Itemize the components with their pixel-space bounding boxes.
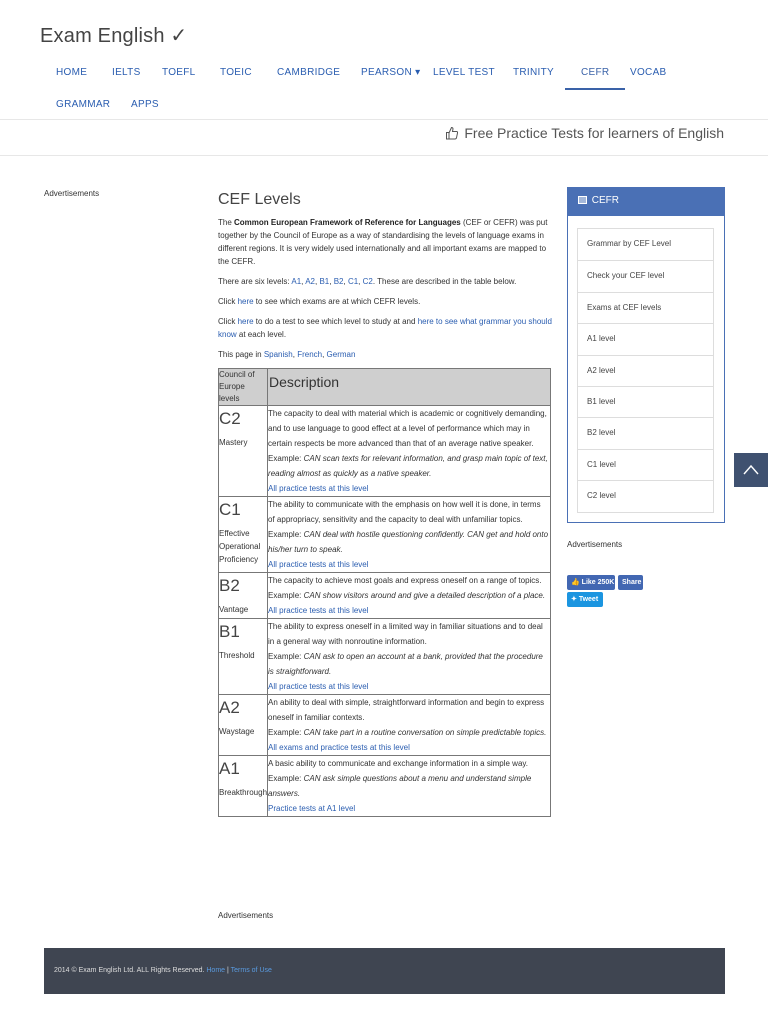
level-link-b1[interactable]: B1 xyxy=(319,277,330,286)
ads-label-left: Advertisements xyxy=(44,189,100,198)
sidebar-item-exams-at-levels[interactable]: Exams at CEF levels xyxy=(578,292,713,323)
facebook-like-button[interactable]: 👍 Like 250K xyxy=(567,575,615,590)
table-row: B2 Vantage The capacity to achieve most goals and express oneself on a range of topics. Example: CAN show visitors around and give a detailed description of a place. All practice tests at this level xyxy=(219,573,551,619)
level-tests-link[interactable]: All practice tests at this level xyxy=(268,682,369,691)
level-description: An ability to deal with simple, straightforward information and begin to express oneself in familiar contexts. xyxy=(268,698,545,722)
header-divider xyxy=(0,119,768,120)
level-code: C2 xyxy=(219,409,241,428)
level-example: CAN ask to open an account at a bank, provided that the procedure is straightforward. xyxy=(268,652,543,676)
ads-label-bottom: Advertisements xyxy=(218,911,274,920)
thumbs-up-icon xyxy=(445,126,459,140)
list-icon xyxy=(578,195,592,206)
sidebar-item-c2[interactable]: C2 level xyxy=(578,480,713,511)
tweet-button[interactable]: ✦ Tweet xyxy=(567,592,603,607)
copyright-text: 2014 © Exam English Ltd. ALL Rights Reserved. xyxy=(54,967,207,974)
nav-pearson[interactable]: PEARSON ▾ xyxy=(361,67,421,78)
level-code: A2 xyxy=(219,698,240,717)
page-title: CEF Levels xyxy=(218,191,301,208)
french-link[interactable]: French xyxy=(297,350,323,359)
nav-toefl[interactable]: TOEFL xyxy=(162,67,196,78)
level-code: B1 xyxy=(219,622,240,641)
level-name: Vantage xyxy=(219,605,249,614)
nav-home[interactable]: HOME xyxy=(56,67,88,78)
sidebar-header xyxy=(568,188,724,216)
intro-paragraph: The Common European Framework of Reference for Languages (CEF or CEFR) was put together by the Council of Europe as a way of standardising the levels of language exams in different regions. It is very widely used internationally and all important exams are mapped to the CEFR. xyxy=(218,218,548,266)
twitter-bird-icon: ✦ xyxy=(571,596,577,603)
table-row: A1 Breakthrough A basic ability to communicate and exchange information in a simple way. Example: CAN ask simple questions about a menu and understand simple answers. Practice tests at A1 level xyxy=(219,756,551,817)
level-description: The capacity to deal with material which is academic or cognitively demanding, and to use language to good effect at a level of performance which may in certain respects be more advanced than that of an average native speaker. xyxy=(268,409,547,448)
nav-cambridge[interactable]: CAMBRIDGE xyxy=(277,67,341,78)
table-row: C1 Effective Operational Proficiency The ability to communicate with the emphasis on how well it is done, in terms of appropriacy, sensitivity and the capacity to deal with unfamiliar topics. Example: CAN deal with hostile questioning confidently. CAN get and hold onto his/her turn to speak. All practice tests at this level xyxy=(219,497,551,573)
level-name: Effective Operational Proficiency xyxy=(219,529,261,564)
german-link[interactable]: German xyxy=(326,350,356,359)
footer-home-link[interactable]: Home xyxy=(206,967,226,974)
nav-level-test[interactable]: LEVEL TEST xyxy=(433,67,495,78)
grammar-link[interactable]: here to see what grammar you should know xyxy=(218,317,552,339)
level-description: The capacity to achieve most goals and express oneself on a range of topics. xyxy=(268,576,542,585)
main-content xyxy=(218,190,552,817)
level-example: CAN take part in a routine conversation on simple predictable topics. xyxy=(303,728,547,737)
table-row: A2 Waystage An ability to deal with simple, straightforward information and begin to express oneself in familiar contexts. Example: CAN take part in a routine conversation on simple predictable topics. All exams and practice tests at this level xyxy=(219,695,551,756)
sidebar-title: CEFR xyxy=(591,195,620,206)
facebook-share-button[interactable]: Share xyxy=(618,575,643,590)
level-example: CAN deal with hostile questioning confidently. CAN get and hold onto his/her turn to speak. xyxy=(268,530,549,554)
footer-terms-link[interactable]: Terms of Use xyxy=(230,967,272,974)
tagline-divider xyxy=(0,155,768,156)
level-description: The ability to express oneself in a limited way in familiar situations and to deal in a general way with nonroutine information. xyxy=(268,622,543,646)
header-description: Description xyxy=(268,369,551,406)
level-name: Waystage xyxy=(219,727,255,736)
site-logo[interactable]: Exam English ✓ xyxy=(40,25,188,47)
cef-levels-table xyxy=(218,368,551,817)
language-paragraph: This page in Spanish, French, German xyxy=(218,350,356,359)
nav-grammar[interactable]: GRAMMAR xyxy=(56,99,111,110)
cefr-sidebar xyxy=(567,187,725,523)
level-description: The ability to communicate with the emphasis on how well it is done, in terms of appropriacy, sensitivity and the capacity to deal with unfamiliar topics. xyxy=(268,500,541,524)
level-example: CAN scan texts for relevant information, and grasp main topic of text, reading almost as quickly as a native speaker. xyxy=(268,454,548,478)
level-link-c1[interactable]: C1 xyxy=(347,277,359,286)
level-name: Mastery xyxy=(219,438,248,447)
level-tests-link[interactable]: All practice tests at this level xyxy=(268,560,369,569)
level-tests-link[interactable]: Practice tests at A1 level xyxy=(268,804,356,813)
level-link-a1[interactable]: A1 xyxy=(291,277,302,286)
levels-paragraph: There are six levels: A1, A2, B1, B2, C1, C2. These are described in the table below. xyxy=(218,277,517,286)
table-row: B1 Threshold The ability to express oneself in a limited way in familiar situations and to deal in a general way with nonroutine information. Example: CAN ask to open an account at a bank, provided that the procedure is straightforward. All practice tests at this level xyxy=(219,619,551,695)
sidebar-item-a2[interactable]: A2 level xyxy=(578,355,713,386)
scroll-to-top-button[interactable] xyxy=(734,453,768,487)
level-code: A1 xyxy=(219,759,240,778)
level-code: B2 xyxy=(219,576,240,595)
level-tests-link[interactable]: All exams and practice tests at this level xyxy=(268,743,410,752)
exams-levels-link[interactable]: here xyxy=(237,297,254,306)
level-tests-link[interactable]: All practice tests at this level xyxy=(268,606,369,615)
ads-label-right: Advertisements xyxy=(567,540,623,549)
level-name: Threshold xyxy=(219,651,255,660)
nav-apps[interactable]: APPS xyxy=(131,99,159,110)
tagline xyxy=(445,125,724,141)
thumbs-up-icon: 👍 xyxy=(571,579,580,586)
sidebar-item-grammar-by-level[interactable]: Grammar by CEF Level xyxy=(587,239,672,248)
level-link-c2[interactable]: C2 xyxy=(362,277,373,286)
nav-trinity[interactable]: TRINITY xyxy=(513,67,554,78)
level-code: C1 xyxy=(219,500,241,519)
level-link-a2[interactable]: A2 xyxy=(305,277,315,286)
level-example: CAN ask simple questions about a menu and understand simple answers. xyxy=(268,774,532,798)
sidebar-item-b1[interactable]: B1 level xyxy=(578,386,713,417)
nav-toeic[interactable]: TOEIC xyxy=(220,67,252,78)
table-row: C2 Mastery The capacity to deal with material which is academic or cognitively demanding, and to use language to good effect at a level of performance which may in certain respects be more advanced than that of an average native speaker. Example: CAN scan texts for relevant information, and grasp main topic of text, reading almost as quickly as a native speaker. All practice tests at this level xyxy=(219,406,551,497)
test-paragraph: Click here to do a test to see which level to study at and here to see what grammar you should know at each level. xyxy=(218,317,552,339)
tagline-text: Free Practice Tests for learners of English xyxy=(464,125,724,141)
level-description: A basic ability to communicate and exchange information in a simple way. xyxy=(268,759,529,768)
table-header-row xyxy=(219,369,551,406)
sidebar-item-a1[interactable]: A1 level xyxy=(578,323,713,354)
sidebar-item-c1[interactable]: C1 level xyxy=(578,449,713,480)
sidebar-list xyxy=(577,228,714,513)
level-example: CAN show visitors around and give a detailed description of a place. xyxy=(303,591,546,600)
level-tests-link[interactable]: All practice tests at this level xyxy=(268,484,369,493)
nav-ielts[interactable]: IELTS xyxy=(112,67,141,78)
header-level: Council of Europe levels xyxy=(219,369,268,406)
sidebar-item-b2[interactable]: B2 level xyxy=(578,417,713,448)
nav-vocab[interactable]: VOCAB xyxy=(630,67,667,78)
level-test-link[interactable]: here xyxy=(237,317,254,326)
level-name: Breakthrough xyxy=(219,788,268,797)
spanish-link[interactable]: Spanish xyxy=(263,350,293,359)
sidebar-item-check-level[interactable]: Check your CEF level xyxy=(578,260,713,291)
nav-cefr[interactable]: CEFR xyxy=(565,58,625,90)
exams-paragraph: Click here to see which exams are at which CEFR levels. xyxy=(218,297,421,306)
site-footer: 2014 © Exam English Ltd. ALL Rights Reserved. Home | Terms of Use xyxy=(44,948,725,994)
level-link-b2[interactable]: B2 xyxy=(333,277,344,286)
